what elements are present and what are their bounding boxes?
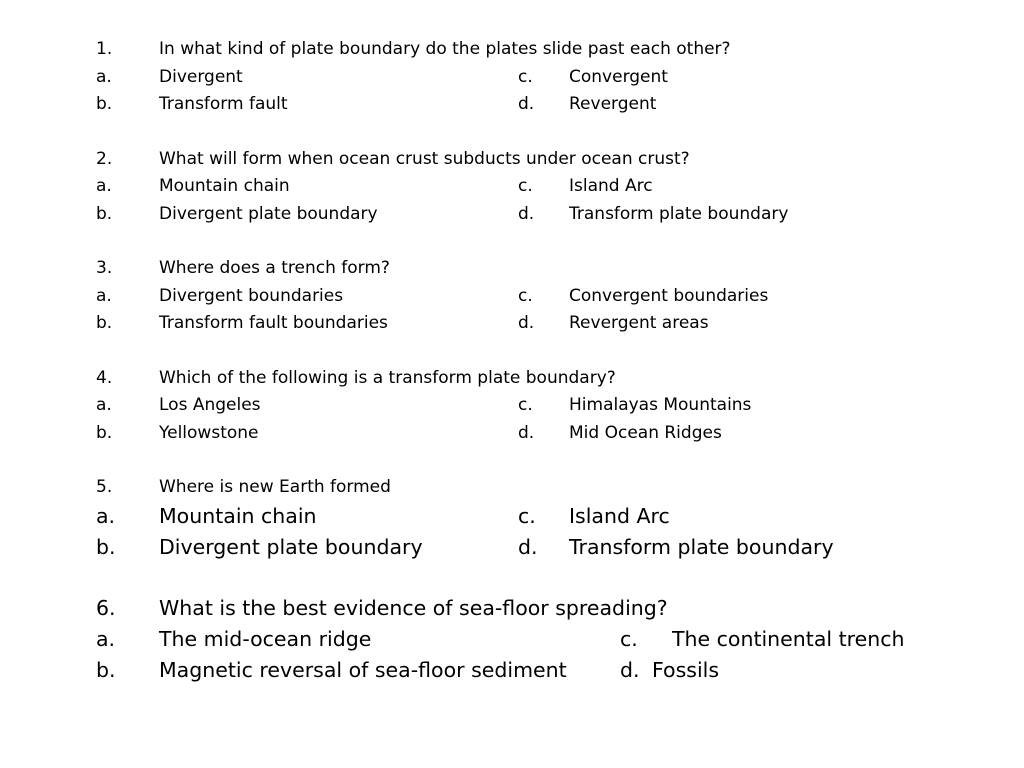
option-label: c. [518,67,533,87]
option-label: b. [96,313,113,333]
option-text: Fossils [652,658,720,682]
answer-row [0,394,1024,416]
answer-row [0,312,1024,334]
question-3 [0,257,1024,279]
option-text: Revergent areas [569,313,709,333]
option-label: d. [620,658,640,682]
option-text: Convergent [569,67,668,87]
option-text: The mid-ocean ridge [159,627,372,651]
answer-row [0,422,1024,444]
option-text: Mountain chain [159,504,317,528]
option-text: Divergent [159,67,243,87]
option-text: The continental trench [672,627,905,651]
option-label: d. [518,94,535,114]
option-label: a. [96,504,116,528]
option-text: Divergent plate boundary [159,535,423,559]
option-text: Island Arc [569,176,653,196]
option-label: a. [96,176,112,196]
option-text: Convergent boundaries [569,286,769,306]
option-text: Mountain chain [159,176,290,196]
option-text: Divergent plate boundary [159,204,378,224]
option-label: c. [518,286,533,306]
option-text: Los Angeles [159,395,261,415]
answer-row [0,203,1024,225]
question-2 [0,148,1024,170]
option-text: Transform fault [159,94,288,114]
option-label: b. [96,535,116,559]
question-number: 6. [96,596,116,620]
option-label: d. [518,204,535,224]
option-label: b. [96,94,113,114]
option-text: Magnetic reversal of sea-floor sediment [159,658,567,682]
answer-row [0,503,1024,529]
question-number: 4. [96,368,113,388]
question-number: 5. [96,477,113,497]
option-label: a. [96,395,112,415]
question-text: What is the best evidence of sea-floor spreading? [159,596,668,620]
question-text: Where does a trench form? [159,258,390,278]
option-text: Revergent [569,94,657,114]
option-text: Divergent boundaries [159,286,344,306]
answer-row [0,66,1024,88]
question-4 [0,367,1024,389]
option-label: a. [96,67,112,87]
question-text: Where is new Earth formed [159,477,391,497]
option-label: c. [620,627,638,651]
option-label: d. [518,423,535,443]
option-label: a. [96,627,116,651]
option-label: d. [518,535,538,559]
option-text: Transform fault boundaries [159,313,388,333]
question-number: 3. [96,258,113,278]
option-label: a. [96,286,112,306]
option-text: Himalayas Mountains [569,395,752,415]
option-label: c. [518,395,533,415]
option-label: b. [96,204,113,224]
option-text: Island Arc [569,504,670,528]
question-text: Which of the following is a transform plate boundary? [159,368,616,388]
answer-row [0,626,1024,652]
question-text: What will form when ocean crust subducts under ocean crust? [159,149,690,169]
question-number: 1. [96,39,113,59]
question-1 [0,38,1024,60]
option-text: Transform plate boundary [569,204,789,224]
answer-row [0,175,1024,197]
option-label: b. [96,658,116,682]
answer-row [0,534,1024,560]
question-text: In what kind of plate boundary do the plates slide past each other? [159,39,731,59]
option-label: d. [518,313,535,333]
option-label: b. [96,423,113,443]
answer-row [0,657,1024,683]
option-label: c. [518,176,533,196]
question-5 [0,476,1024,498]
option-label: c. [518,504,536,528]
option-text: Transform plate boundary [569,535,834,559]
option-text: Mid Ocean Ridges [569,423,722,443]
answer-row [0,285,1024,307]
option-text: Yellowstone [159,423,259,443]
question-6 [0,595,1024,621]
question-number: 2. [96,149,113,169]
answer-row [0,93,1024,115]
